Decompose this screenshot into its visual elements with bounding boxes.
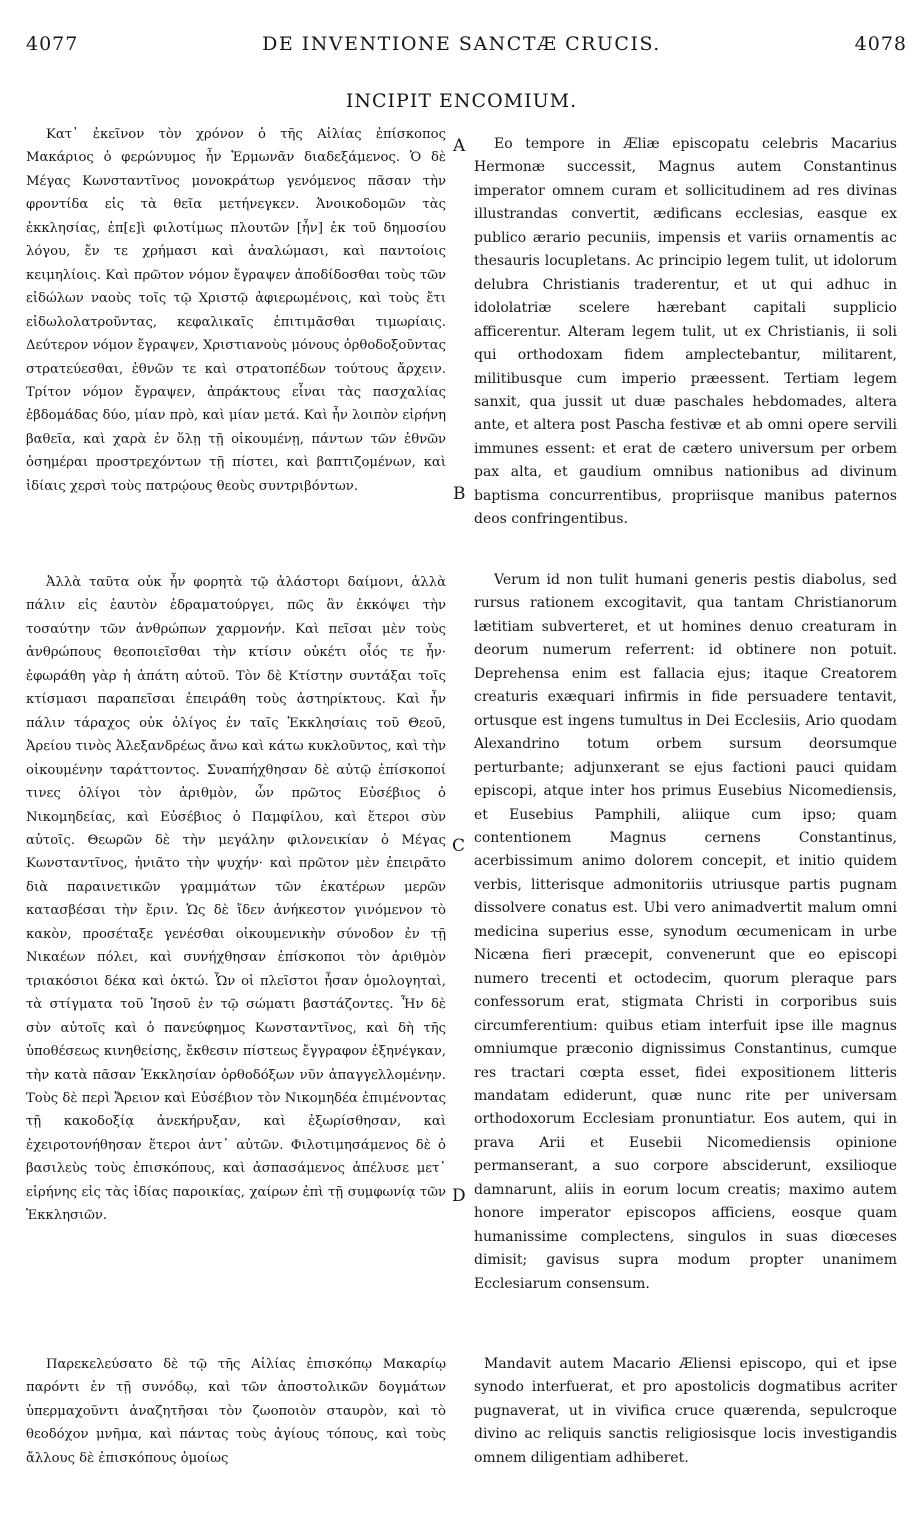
margin-marker-b: B [453, 484, 466, 504]
greek-paragraph-3: Παρεκελεύσατο δὲ τῷ τῆς Αἰλίας ἐπισκόπῳ Μακαρίῳ παρόντι ἐν τῇ συνόδῳ, καὶ τῶν ἀποστολικῶν δογμάτων ὑπερμαχοῦντι ἀναζητῆσαι τὸν ζωοποιὸν σταυρὸν, καὶ τὸ θεοδόχον μνῆμα, καὶ πάντας τοὺς ἁγίους τόπους, καὶ τοὺς ἄλλους δὲ ἐπισκόπους ὁμοίως [26, 1357, 446, 1466]
section-title: INCIPIT ENCOMIUM. [345, 90, 578, 112]
left-column-number: 4077 [26, 33, 79, 55]
latin-paragraph-1: Eo tempore in Æliæ episcopatu celebris Macarius Hermonæ successit, Magnus autem Constantinus imperator omnem curam et sollicitudinem ad res divinas illustrandas convertit, ædificans ecclesias, easque ex publico ærario pecuniis, impensis et variis ornamentis ac thesauris locupletans. Ac principio legem tulit, ut idolorum delubra Christianis traderentur, et ut qui adhuc in idololatriæ scelere hærebant capitali supplicio afficerentur. Alteram legem tulit, ut ex Christianis, ii soli qui orthodoxam fidem amplectebantur, militarent, militibusque cum imperio præessent. Tertiam legem sanxit, qua jussit ut duæ paschales hebdomades, altera ante, et altera post Pascha festivæ et ab omni opere servili immunes essent: et erat de cætero universum per orbem pax alta, et gaudium omnibus nationibus ad divinum baptisma concurrentibus, propriisque manibus paternos deos confringentibus. [474, 136, 897, 528]
greek-paragraph-2: Ἀλλὰ ταῦτα οὐκ ἦν φορητὰ τῷ ἀλάστορι δαίμονι, ἀλλὰ πάλιν εἰς ἑαυτὸν ἐδραματούργει, πῶς ἂν ἐκκόψει τὴν τοσαύτην τῶν ἀνθρώπων χαρμονήν. Καὶ πεῖσαι μὲν τοὺς ἀνθρώπους θεοποιεῖσθαι τὴν κτίσιν οὐκέτι οἷός τε ἦν· ἐφωράθη γὰρ ἡ ἀπάτη αὐτοῦ. Τὸν δὲ Κτίστην συντάξαι τοῖς κτίσμασι παραπεῖσαι ἐπειράθη τοὺς ἀστηρίκτους. Καὶ ἦν πάλιν τάραχος οὐκ ὀλίγος ἐν ταῖς Ἐκκλησίαις τοῦ Θεοῦ, Ἀρείου τινὸς Ἀλεξανδρέως ἄνω καὶ κάτω κυκλοῦντος, καὶ τὴν οἰκουμένην ταράττοντος. Συναπήχθησαν δὲ αὐτῷ ἐπίσκοποί τινες ὀλίγοι τὸν ἀριθμὸν, ὧν πρῶτος Εὐσέβιος ὁ Νικομηδείας, καὶ Εὐσέβιος ὁ Παμφίλου, καὶ ἕτεροι σὺν αὐτοῖς. Θεωρῶν δὲ τὴν μεγάλην φιλονεικίαν ὁ Μέγας Κωνσταντῖνος, ἠνιᾶτο τὴν ψυχήν· καὶ πρῶτον μὲν ἐπειρᾶτο διὰ παραινετικῶν γραμμάτων τῶν ἑκατέρων μερῶν κατασβέσαι τὴν ἔριν. Ὡς δὲ ἴδεν ἀνήκεστον γινόμενον τὸ κακὸν, προσέταξε γενέσθαι οἰκουμενικὴν σύνοδον ἐν τῇ Νικαέων πόλει, καὶ συνήχθησαν ἐπίσκοποι τὸν ἀριθμὸν τριακόσιοι δέκα καὶ ὀκτώ. Ὧν οἱ πλεῖστοι ἦσαν ὁμολογηταὶ, τὰ στίγματα τοῦ Ἰησοῦ ἐν τῷ σώματι βαστάζοντες. Ἦν δὲ σὺν αὐτοῖς καὶ ὁ πανεύφημος Κωνσταντῖνος, καὶ δὴ τῆς ὑποθέσεως κινηθείσης, ἔκθεσιν πίστεως ἔγγραφον ἐξηνέγκαν, τὴν κατὰ πᾶσαν Ἐκκλησίαν ὀρθοδόξων νῦν ἀπαγγελλομένην. Τοὺς δὲ περὶ Ἄρειον καὶ Εὐσέβιον τὸν Νικομηδέα ἐπιμένοντας τῇ κακοδοξίᾳ ἀνεκήρυξαν, καὶ ἐξωρίσθησαν, καὶ ἐχειροτονήθησαν ἕτεροι ἀντ᾿ αὐτῶν. Φιλοτιμησάμενος δὲ ὁ βασιλεὺς τοὺς ἐπισκόπους, καὶ ἀσπασάμενος ἀπέλυσε μετ᾿ εἰρήνης εἰς τὰς ἰδίας παροικίας, χαίρων ἐπὶ τῇ συμφωνίᾳ τῶν Ἐκκλησιῶν. [26, 575, 446, 1224]
latin-paragraph-3: Mandavit autem Macario Æliensi episcopo, qui et ipse synodo interfuerat, et pro apostolicis dogmatibus acriter pugnaverat, ut in vivifica cruce quærenda, sepulcroque divino ac reliquis sanctis religiosisque locis investigandis omnem diligentiam adhiberet. [474, 1356, 897, 1466]
margin-marker-d: D [452, 1186, 466, 1206]
latin-paragraph-2: Verum id non tulit humani generis pestis diabolus, sed rursus rationem excogitavit, qua tantam Christianorum lætitiam subverteret, et ut homines denuo creaturam in deorum numerum referrent: id obtinere non potuit. Deprehensa enim est fallacia ejus; itaque Creatorem creaturis exæquari infirmis in fide persuadere tentavit, ortusque est ingens tumultus in Dei Ecclesiis, Ario quodam Alexandrino totum orbem sursum deorsumque perturbante; adjunxerant se ejus factioni pauci quidam episcopi, atque inter hos primus Eusebius Nicomediensis, et Eusebius Pamphili, aliique cum ipso; quam contentionem Magnus cernens Constantinus, acerbissimum animo dolorem concepit, et initio quidem verbis, litterisque admonitoriis utriusque partis pugnam dissolvere conatus est. Ubi vero animadvertit malum omni medicina superius esse, synodum œcumenicam in urbe Nicæna fieri præcepit, convenerunt que eo episcopi numero trecenti et octodecim, quorum pleraque pars confessorum erat, stigmata Christi in corporibus suis circumferentium: quibus etiam interfuit ipse ille magnus omniumque præconio dignissimus Constantinus, cumque res tractari cœpta esset, fidei expositionem litteris mandatam ediderunt, quæ nunc rite per universam orthodoxorum Ecclesiam pronuntiatur. Eos autem, qui in prava Arii et Eusebii Nicomediensis opinione permanserant, a suo corpore absciderunt, exsilioque damnarunt, aliis in eorum locum creatis; maximo autem honore imperator episcopos afficiens, eosque quam humanissime complectens, singulos in suas diœceses dimisit; gavisus supra modum propter unanimem Ecclesiarum consensum. [474, 572, 897, 1292]
greek-paragraph-1: Κατ᾿ ἐκεῖνον τὸν χρόνον ὁ τῆς Αἰλίας ἐπίσκοπος Μακάριος ὁ φερώνυμος ἦν Ἑρμωνᾶν διαδεξάμενος. Ὁ δὲ Μέγας Κωνσταντῖνος μονοκράτωρ γενόμενος πᾶσαν τὴν φροντίδα εἰς τὰ θεῖα μετήνεγκεν. Ἀνοικοδομῶν τὰς ἐκκλησίας, ἐπ[ε]ὶ φιλοτίμως πλουτῶν [ἦν] ἐκ τοῦ δημοσίου λόγου, ἔν τε χρήμασι καὶ ἀναλώμασι, καὶ παντοίοις κειμηλίοις. Καὶ πρῶτον νόμον ἔγραψεν ἀποδίδοσθαι τοὺς τῶν εἰδώλων ναοὺς τοῖς τῷ Χριστῷ ἀφιερωμένοις, καὶ τοὺς ἔτι εἰδωλολατροῦντας, κεφαλικαῖς ἐπιτιμᾶσθαι τιμωρίαις. Δεύτερον νόμον ἔγραψεν, Χριστιανοὺς μόνους ὀρθοδοξοῦντας στρατεύεσθαι, ἐθνῶν τε καὶ στρατοπέδων τούτους ἄρχειν. Τρίτον νόμον ἔγραψεν, ἀπράκτους εἶναι τὰς πασχαλίας ἑβδομάδας δύο, μίαν πρὸ, καὶ μίαν μετά. Καὶ ἦν λοιπὸν εἰρήνη βαθεῖα, καὶ χαρὰ ἐν ὅλῃ τῇ οἰκουμένῃ, πάντων τῶν ἐθνῶν ὁσημέραι προστρεχόντων τῇ πίστει, καὶ βαπτιζομένων, καὶ ἰδίαις χερσὶ τοὺς πατρῴους θεοὺς συντριβόντων. [26, 127, 446, 494]
running-title: DE INVENTIONE SANCTÆ CRUCIS. [262, 33, 661, 55]
margin-marker-a: A [453, 136, 466, 156]
margin-marker-c: C [452, 836, 466, 856]
right-column-number: 4078 [854, 33, 907, 55]
